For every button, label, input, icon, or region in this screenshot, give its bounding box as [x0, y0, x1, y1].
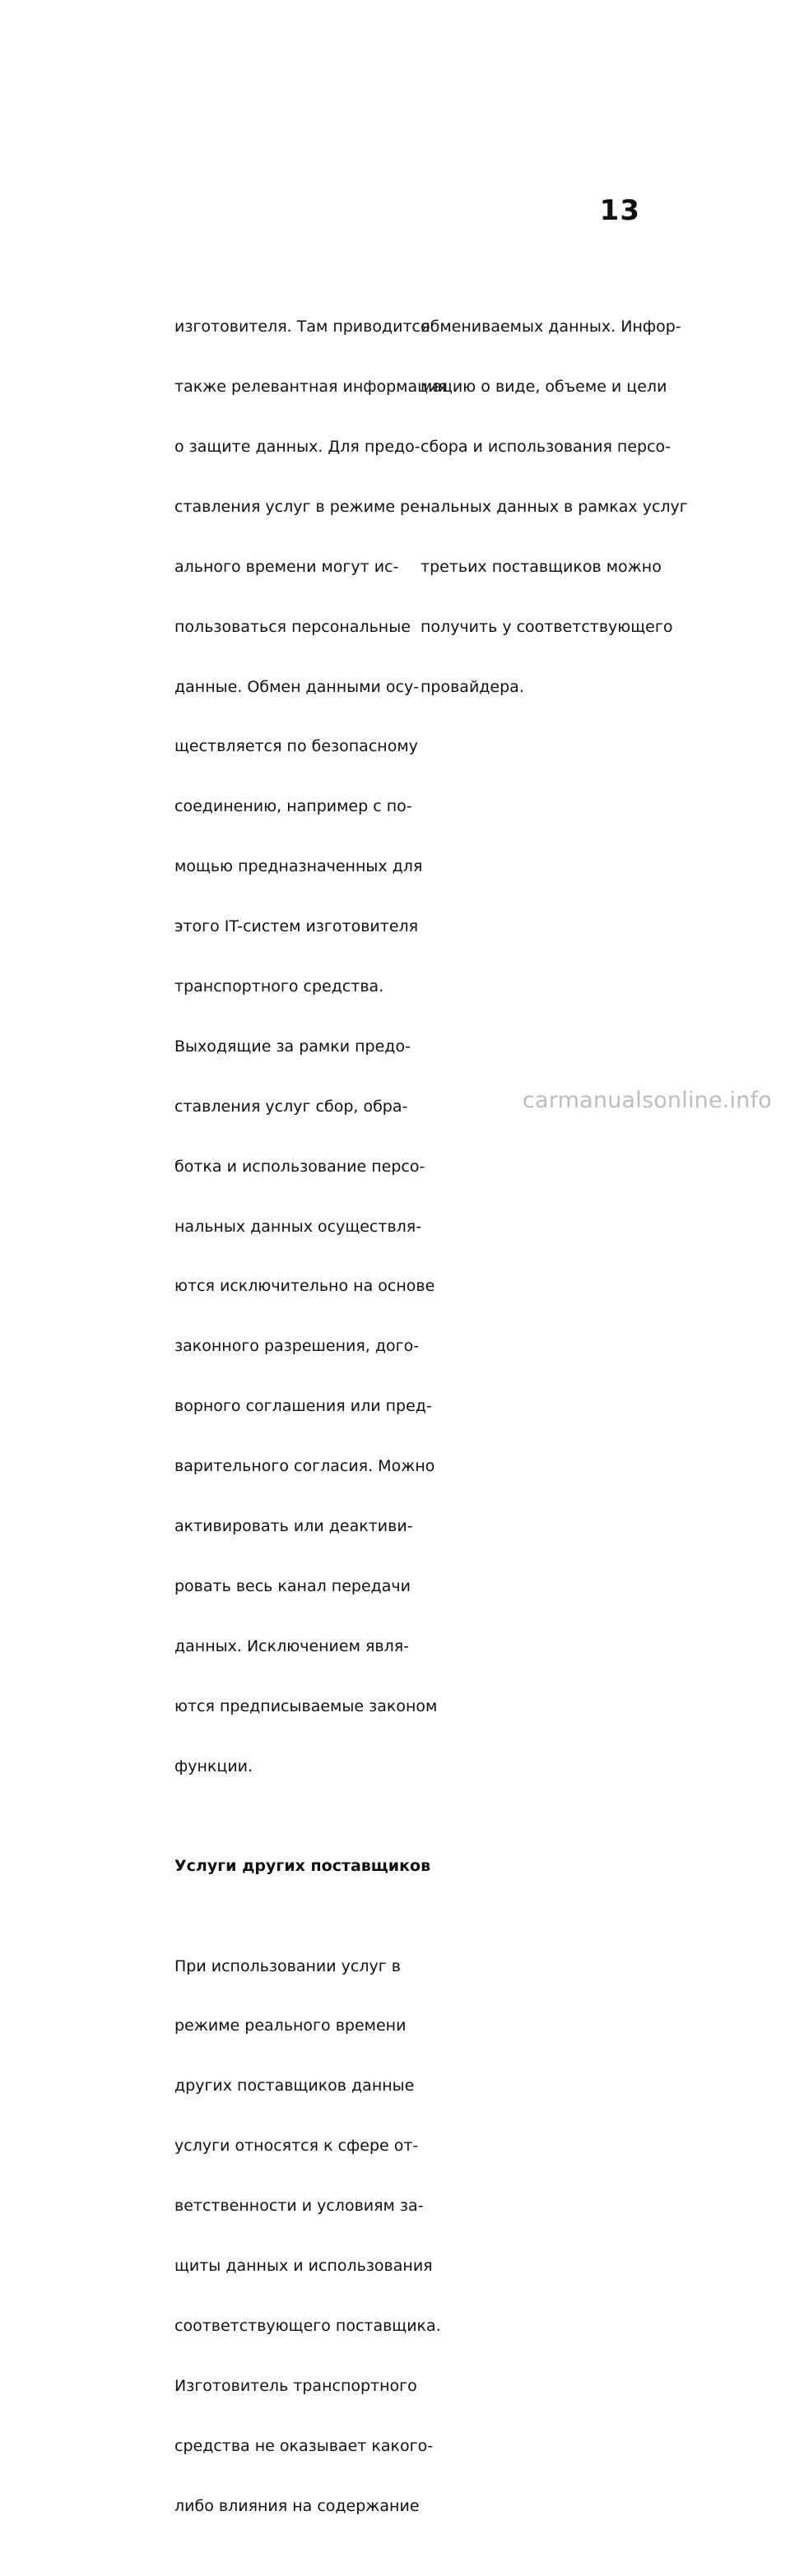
text-line: ветственности и условиям за-: [174, 2197, 424, 2216]
text-line: активировать или деактиви-: [174, 1517, 413, 1535]
text-line: третьих поставщиков можно: [421, 557, 662, 576]
text-line: режиме реального времени: [174, 2017, 407, 2035]
text-line: этого IT-систем изготовителя: [174, 917, 419, 936]
text-line: ровать весь канал передачи: [174, 1576, 411, 1595]
text-line: ботка и использование персо-: [174, 1157, 425, 1176]
left-column: [174, 237, 448, 2576]
text-line: ются исключительно на основе: [174, 1277, 435, 1296]
text-line: получить у соответствующего: [421, 617, 673, 636]
text-line: Изготовитель транспортного: [174, 2376, 417, 2395]
text-line: ществляется по безопасному: [174, 737, 418, 756]
text-line: ставления услуг в режиме ре-: [174, 497, 425, 516]
text-line: ются предписываемые законом: [174, 1696, 438, 1715]
text-line: мацию о виде, объеме и цели: [421, 378, 667, 397]
text-line: либо влияния на содержание: [174, 2496, 420, 2515]
text-line: ставления услуг сбор, обра-: [174, 1097, 408, 1116]
text-line: услуги относятся к сфере от-: [174, 2137, 419, 2156]
section-heading: Услуги других поставщиков: [174, 1857, 431, 1876]
text-line: о защите данных. Для предо-: [174, 437, 421, 456]
text-line: функции.: [174, 1757, 253, 1775]
text-line: мощью предназначенных для: [174, 857, 423, 876]
text-line: законного разрешения, дого-: [174, 1337, 420, 1356]
text-line: обмениваемых данных. Инфор-: [421, 318, 681, 337]
text-line: При использовании услуг в: [174, 1956, 401, 1975]
text-line: Выходящие за рамки предо-: [174, 1037, 411, 1056]
text-line: провайдера.: [421, 677, 524, 696]
text-line: ального времени могут ис-: [174, 557, 399, 576]
text-line: транспортного средства.: [174, 977, 384, 996]
text-line: ворного соглашения или пред-: [174, 1397, 432, 1416]
left-paragraph-1: [174, 277, 448, 1817]
page-number: 13: [599, 194, 640, 227]
text-line: соединению, например с по-: [174, 797, 412, 816]
text-line: нальных данных в рамках услуг: [421, 497, 688, 516]
text-line: пользоваться персональные: [174, 617, 411, 636]
text-line: нальных данных осуществля-: [174, 1217, 422, 1236]
right-column: [421, 237, 688, 757]
text-line: варительного согласия. Можно: [174, 1457, 435, 1476]
right-paragraph-1: [421, 277, 688, 737]
text-line: изготовителя. Там приводится: [174, 318, 430, 337]
text-line: соответствующего поставщика.: [174, 2316, 441, 2335]
text-line: сбора и использования персо-: [421, 437, 672, 456]
text-line: других поставщиков данные: [174, 2077, 415, 2096]
text-line: также релевантная информация: [174, 378, 448, 397]
text-line: данные. Обмен данными осу-: [174, 677, 420, 696]
text-line: данных. Исключением явля-: [174, 1636, 410, 1655]
left-paragraph-2: [174, 1916, 441, 2556]
watermark: carmanualsonline.info: [523, 1088, 772, 1113]
text-line: щиты данных и использования: [174, 2256, 433, 2275]
text-line: средства не оказывает какого-: [174, 2436, 434, 2455]
